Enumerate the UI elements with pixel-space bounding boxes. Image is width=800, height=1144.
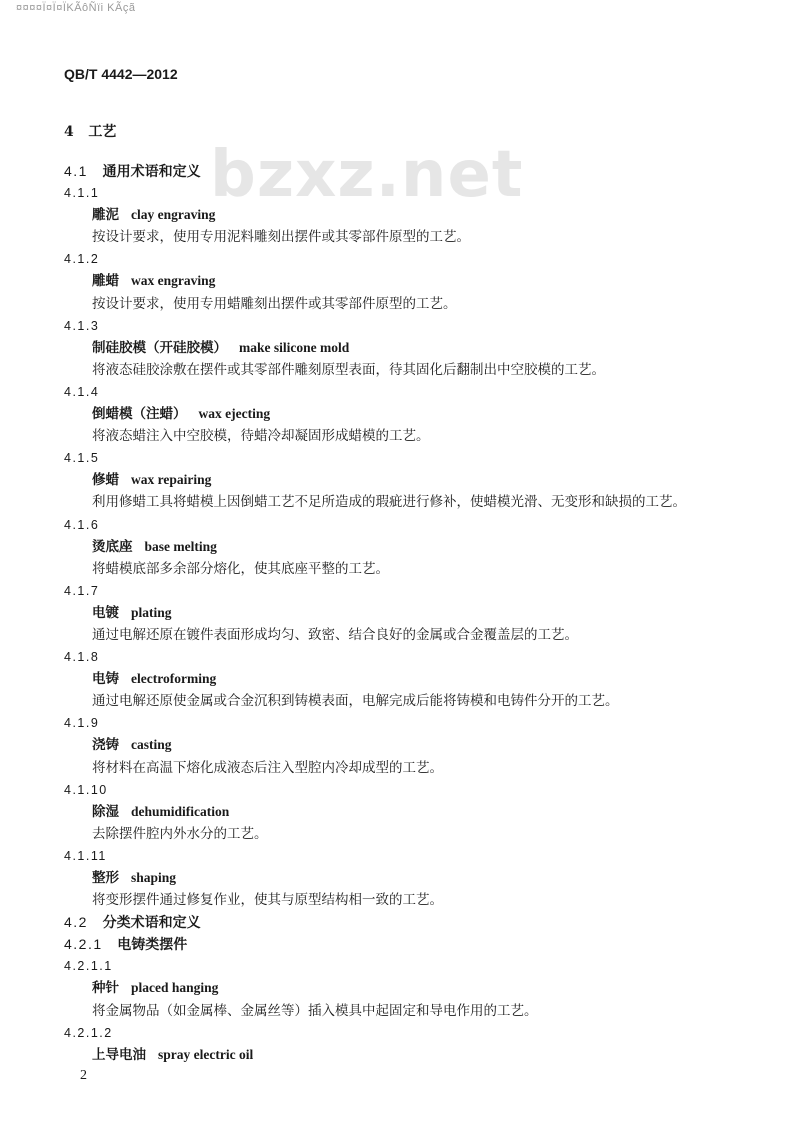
term-definition: 按设计要求，使用专用蜡雕刻出摆件或其零部件原型的工艺。 xyxy=(92,295,457,312)
section-4-1-heading xyxy=(64,160,744,182)
term-number: 4.1.6 xyxy=(64,517,100,532)
watermark: bzxz.net xyxy=(210,138,524,212)
section-title: 通用术语和定义 xyxy=(102,164,201,180)
page-number: 2 xyxy=(80,1068,87,1083)
term-english: clay engraving xyxy=(131,207,216,223)
section-number: 4.2 xyxy=(64,914,88,931)
term-chinese: 制硅胶模（开硅胶模） xyxy=(92,339,227,356)
term-number: 4.1.4 xyxy=(64,384,100,399)
term-chinese: 倒蜡模（注蜡） xyxy=(92,406,187,423)
term-heading xyxy=(64,1044,744,1066)
term-definition: 按设计要求，使用专用泥料雕刻出摆件或其零部件原型的工艺。 xyxy=(92,229,470,246)
term-heading xyxy=(64,469,744,491)
document-body xyxy=(64,118,744,1066)
term-english: placed hanging xyxy=(131,980,219,996)
term-number: 4.2.1.1 xyxy=(64,959,113,974)
term-number: 4.1.8 xyxy=(64,650,100,665)
term-number: 4.1.11 xyxy=(64,848,107,863)
term-chinese: 电镀 xyxy=(92,604,119,621)
term-number: 4.1.5 xyxy=(64,451,100,466)
term-heading xyxy=(64,403,744,425)
term-chinese: 种针 xyxy=(92,980,119,997)
term-chinese: 修蜡 xyxy=(92,472,119,489)
term-definition: 将变形摆件通过修复作业，使其与原型结构相一致的工艺。 xyxy=(92,892,443,909)
term-english: dehumidification xyxy=(131,803,230,819)
term-number: 4.1.10 xyxy=(64,782,108,797)
term-chinese: 电铸 xyxy=(92,671,119,688)
term-chinese: 整形 xyxy=(92,870,119,886)
term-english: wax repairing xyxy=(131,472,212,488)
term-english: electroforming xyxy=(131,671,217,687)
section-4-2-heading xyxy=(64,911,744,933)
term-number: 4.1.3 xyxy=(64,318,100,333)
section-4-2-1-heading xyxy=(64,933,744,955)
section-number: 4.1 xyxy=(64,163,88,179)
document-code: QB/T 4442—2012 xyxy=(64,66,178,82)
term-english: plating xyxy=(131,604,172,620)
section-title: 电铸类摆件 xyxy=(117,937,188,954)
term-chinese: 雕泥 xyxy=(92,207,119,224)
term-heading xyxy=(64,977,744,999)
term-number: 4.1.2 xyxy=(64,252,100,267)
term-chinese: 浇铸 xyxy=(92,737,119,754)
term-heading xyxy=(64,734,744,756)
section-title: 工艺 xyxy=(88,124,117,140)
term-number: 4.1.7 xyxy=(64,583,100,598)
term-english: base melting xyxy=(144,538,217,554)
term-chinese: 烫底座 xyxy=(92,538,133,555)
term-definition: 将材料在高温下熔化成液态后注入型腔内冷却成型的工艺。 xyxy=(92,759,443,776)
term-heading xyxy=(64,668,744,690)
term-english: make silicone mold xyxy=(239,339,350,355)
term-heading xyxy=(64,204,744,226)
term-definition: 去除摆件腔内外水分的工艺。 xyxy=(92,825,268,842)
term-definition: 将蜡模底部多余部分熔化，使其底座平整的工艺。 xyxy=(92,560,389,577)
term-definition: 通过电解还原在镀件表面形成均匀、致密、结合良好的金属或合金覆盖层的工艺。 xyxy=(92,626,578,643)
term-chinese: 上导电油 xyxy=(92,1046,146,1063)
term-definition: 将液态硅胶涂敷在摆件或其零部件雕刻原型表面，待其固化后翻制出中空胶模的工艺。 xyxy=(92,361,605,378)
section-4-heading xyxy=(64,118,744,146)
term-heading xyxy=(64,602,744,624)
term-chinese: 雕蜡 xyxy=(92,273,119,290)
header-garbled-text: ¤¤¤¤Ï¤Ï¤ÏKÃôÑïi KÃçã xyxy=(16,2,136,14)
term-english: wax engraving xyxy=(131,273,216,289)
term-heading xyxy=(64,337,744,359)
term-definition: 将液态蜡注入中空胶模，待蜡冷却凝固形成蜡模的工艺。 xyxy=(92,428,430,445)
term-english: shaping xyxy=(131,870,177,885)
term-definition: 利用修蜡工具将蜡模上因倒蜡工艺不足所造成的瑕疵进行修补，使蜡模光滑、无变形和缺损的工艺。 xyxy=(92,494,686,511)
term-heading xyxy=(64,536,744,558)
section-number: 4.2.1 xyxy=(64,936,103,953)
term-heading xyxy=(64,801,744,823)
term-number: 4.1.1 xyxy=(64,186,100,201)
term-definition: 通过电解还原使金属或合金沉积到铸模表面，电解完成后能将铸模和电铸件分开的工艺。 xyxy=(92,693,619,710)
term-number: 4.1.9 xyxy=(64,716,100,731)
term-english: spray electric oil xyxy=(158,1046,254,1062)
term-heading xyxy=(64,867,744,889)
term-english: wax ejecting xyxy=(198,406,271,422)
term-heading xyxy=(64,270,744,292)
section-number: 4 xyxy=(64,124,74,140)
section-title: 分类术语和定义 xyxy=(102,915,201,932)
term-definition: 将金属物品（如金属棒、金属丝等）插入模具中起固定和导电作用的工艺。 xyxy=(92,1002,538,1019)
term-english: casting xyxy=(131,737,172,753)
term-number: 4.2.1.2 xyxy=(64,1025,113,1040)
term-chinese: 除湿 xyxy=(92,803,119,820)
